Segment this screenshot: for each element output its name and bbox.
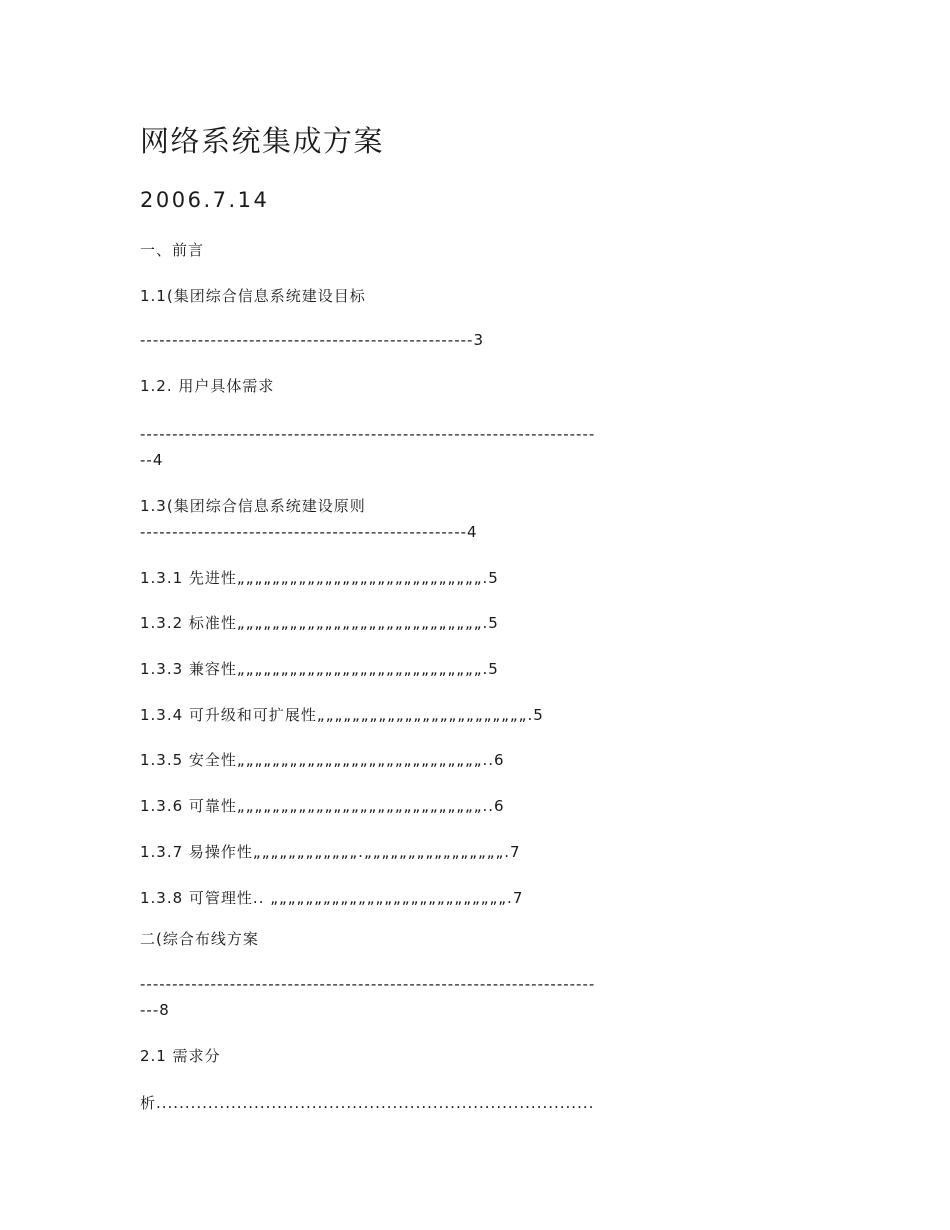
document-date: 2006.7.14 <box>140 188 270 212</box>
toc-entry: 1.3.1 先进性„„„„„„„„„„„„„„„„„„„„„„„„„„„„.5 <box>140 569 499 587</box>
toc-entry: 1.3.3 兼容性„„„„„„„„„„„„„„„„„„„„„„„„„„„„.5 <box>140 660 499 678</box>
toc-entry: 2.1 需求分 <box>140 1047 221 1065</box>
toc-leader: --4 <box>140 451 164 469</box>
toc-heading: 一、前言 <box>140 241 205 259</box>
toc-entry: 二(综合布线方案 <box>140 930 259 948</box>
document-title: 网络系统集成方案 <box>140 124 385 158</box>
toc-entry: 1.3.6 可靠性„„„„„„„„„„„„„„„„„„„„„„„„„„„„..6 <box>140 797 505 815</box>
toc-leader: ---8 <box>140 1001 170 1019</box>
toc-entry: 1.3.5 安全性„„„„„„„„„„„„„„„„„„„„„„„„„„„„..6 <box>140 751 505 769</box>
toc-leader: 析............................................................................ <box>140 1094 595 1112</box>
toc-leader: ----------------------------------------------------------------------- <box>140 975 596 993</box>
toc-leader: ----------------------------------------------------3 <box>140 331 484 349</box>
toc-entry: 1.3.7 易操作性„„„„„„„„„„„„.„„„„„„„„„„„„„„„„.7 <box>140 843 521 861</box>
toc-entry: 1.3.2 标准性„„„„„„„„„„„„„„„„„„„„„„„„„„„„.5 <box>140 614 499 632</box>
toc-entry: 1.3.8 可管理性.. „„„„„„„„„„„„„„„„„„„„„„„„„„„.7 <box>140 889 524 907</box>
toc-entry: 1.2. 用户具体需求 <box>140 377 275 395</box>
toc-entry: 1.1(集团综合信息系统建设目标 <box>140 287 366 305</box>
toc-leader: ----------------------------------------------------------------------- <box>140 425 596 443</box>
toc-leader: ---------------------------------------------------4 <box>140 523 478 541</box>
toc-entry: 1.3.4 可升级和可扩展性„„„„„„„„„„„„„„„„„„„„„„„„.5 <box>140 706 544 724</box>
toc-entry: 1.3(集团综合信息系统建设原则 <box>140 497 366 515</box>
